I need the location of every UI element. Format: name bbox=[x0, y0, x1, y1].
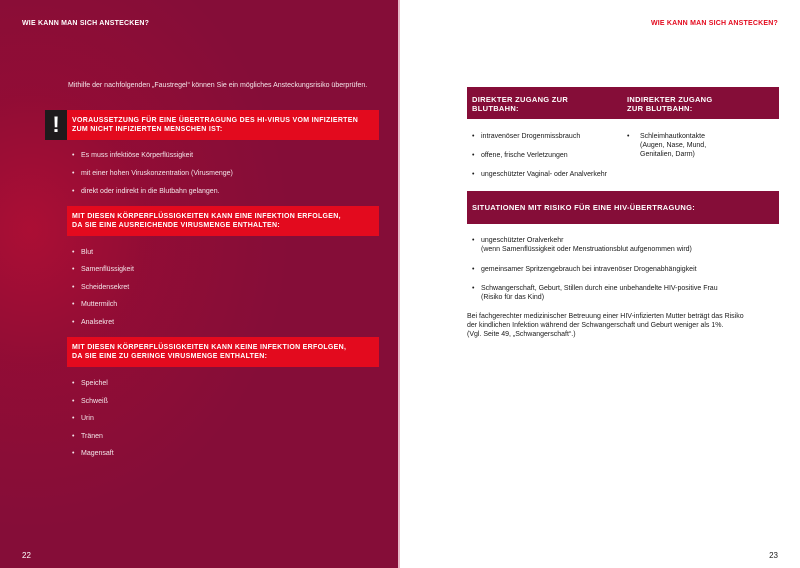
list-item: • Speichel bbox=[72, 380, 108, 387]
bullet-icon: • bbox=[72, 152, 75, 159]
list-item: • direkt oder indirekt in die Blutbahn gelangen. bbox=[72, 188, 220, 195]
direct-access-heading: DIREKTER ZUGANG ZUR BLUTBAHN: bbox=[472, 95, 569, 113]
bullet-icon: • bbox=[472, 171, 475, 178]
bullet-icon: • bbox=[72, 170, 75, 177]
list-item: • Es muss infektiöse Körperflüssigkeit bbox=[72, 152, 194, 159]
intro-text: Mithilfe der nachfolgenden „Faustregel“ können Sie ein mögliches Ansteckungsrisiko überprüfen. bbox=[68, 82, 368, 89]
bullet-icon: • bbox=[72, 301, 75, 308]
heading-line: MIT DIESEN KÖRPERFLÜSSIGKEITEN KANN KEINE INFEKTION ERFOLGEN, bbox=[72, 344, 347, 351]
bullet-icon: • bbox=[472, 152, 475, 159]
list-item: • Analsekret bbox=[72, 319, 115, 326]
running-head-left: WIE KANN MAN SICH ANSTECKEN? bbox=[22, 20, 150, 27]
bullet-icon: • bbox=[72, 319, 75, 326]
bullet-icon: • bbox=[472, 237, 475, 244]
list-item: • Scheidensekret bbox=[72, 284, 130, 291]
list-item: • Tränen bbox=[72, 433, 103, 440]
bullet-icon: • bbox=[472, 285, 475, 292]
bullet-icon: • bbox=[72, 188, 75, 195]
bullet-icon: • bbox=[72, 433, 75, 440]
bullet-icon: • bbox=[72, 415, 75, 422]
bullet-icon: • bbox=[72, 249, 75, 256]
list-item: • intravenöser Drogenmissbrauch bbox=[472, 133, 581, 140]
heading-line: DA SIE EINE AUSREICHENDE VIRUSMENGE ENTHALTEN: bbox=[72, 222, 281, 229]
risk-heading-box bbox=[467, 191, 779, 224]
page-number-right: 23 bbox=[769, 551, 778, 560]
heading-line: MIT DIESEN KÖRPERFLÜSSIGKEITEN KANN EINE INFEKTION ERFOLGEN, bbox=[72, 213, 341, 220]
exclamation-icon: ! bbox=[45, 110, 67, 140]
closing-paragraph: Bei fachgerechter medizinischer Betreuung einer HIV-infizierten Mutter beträgt das Risiko der kindlichen Infektion während der Schwangerschaft und Geburt weniger als 1%. (Vgl. Seite 49, „Schwangerschaft“.) bbox=[467, 313, 744, 338]
list-item: • ungeschützter Vaginal- oder Analverkehr bbox=[472, 171, 607, 178]
page-number-left: 22 bbox=[22, 551, 31, 560]
list-item: • Muttermilch bbox=[72, 301, 118, 308]
bullet-icon: • bbox=[72, 450, 75, 457]
bullet-icon: • bbox=[472, 266, 475, 273]
bullet-icon: • bbox=[472, 133, 475, 140]
bullet-icon: • bbox=[72, 380, 75, 387]
list-item: • Blut bbox=[72, 249, 94, 256]
bullet-icon: • bbox=[72, 398, 75, 405]
access-heading-box bbox=[467, 87, 779, 119]
section-heading-non-infectious bbox=[67, 337, 379, 367]
running-head-right: WIE KANN MAN SICH ANSTECKEN? bbox=[650, 20, 778, 27]
list-item: • offene, frische Verletzungen bbox=[472, 152, 568, 159]
bullet-icon: • bbox=[72, 266, 75, 273]
heading-line: VORAUSSETZUNG FÜR EINE ÜBERTRAGUNG DES HI-VIRUS VOM INFIZIERTEN bbox=[72, 117, 359, 124]
heading-line: DA SIE EINE ZU GERINGE VIRUSMENGE ENTHALTEN: bbox=[72, 353, 268, 360]
list-item: • Schwangerschaft, Geburt, Stillen durch eine unbehandelte HIV-positive Frau (Risiko für das Kind) bbox=[472, 285, 718, 301]
list-item: • gemeinsamer Spritzengebrauch bei intravenöser Drogenabhängigkeit bbox=[472, 266, 697, 273]
list-item: • mit einer hohen Viruskonzentration (Virusmenge) bbox=[72, 170, 233, 177]
list-item: • Schweiß bbox=[72, 398, 108, 405]
list-item: • Urin bbox=[72, 415, 94, 422]
bullet-icon: • bbox=[627, 133, 630, 140]
section-heading-prerequisite bbox=[67, 110, 379, 140]
risk-heading: SITUATIONEN MIT RISIKO FÜR EINE HIV-ÜBERTRAGUNG: bbox=[472, 203, 696, 212]
section-heading-infectious bbox=[67, 206, 379, 236]
heading-line: ZUM NICHT INFIZIERTEN MENSCHEN IST: bbox=[72, 126, 223, 133]
list-item: • Samenflüssigkeit bbox=[72, 266, 134, 273]
list-item: • Schleimhautkontakte (Augen, Nase, Mund, Genitalien, Darm) bbox=[627, 133, 707, 158]
indirect-access-heading: INDIREKTER ZUGANG ZUR BLUTBAHN: bbox=[627, 95, 713, 113]
list-item: • ungeschützter Oralverkehr (wenn Samenflüssigkeit oder Menstruationsblut aufgenommen wird) bbox=[472, 237, 692, 253]
bullet-icon: • bbox=[72, 284, 75, 291]
list-item: • Magensaft bbox=[72, 450, 114, 457]
